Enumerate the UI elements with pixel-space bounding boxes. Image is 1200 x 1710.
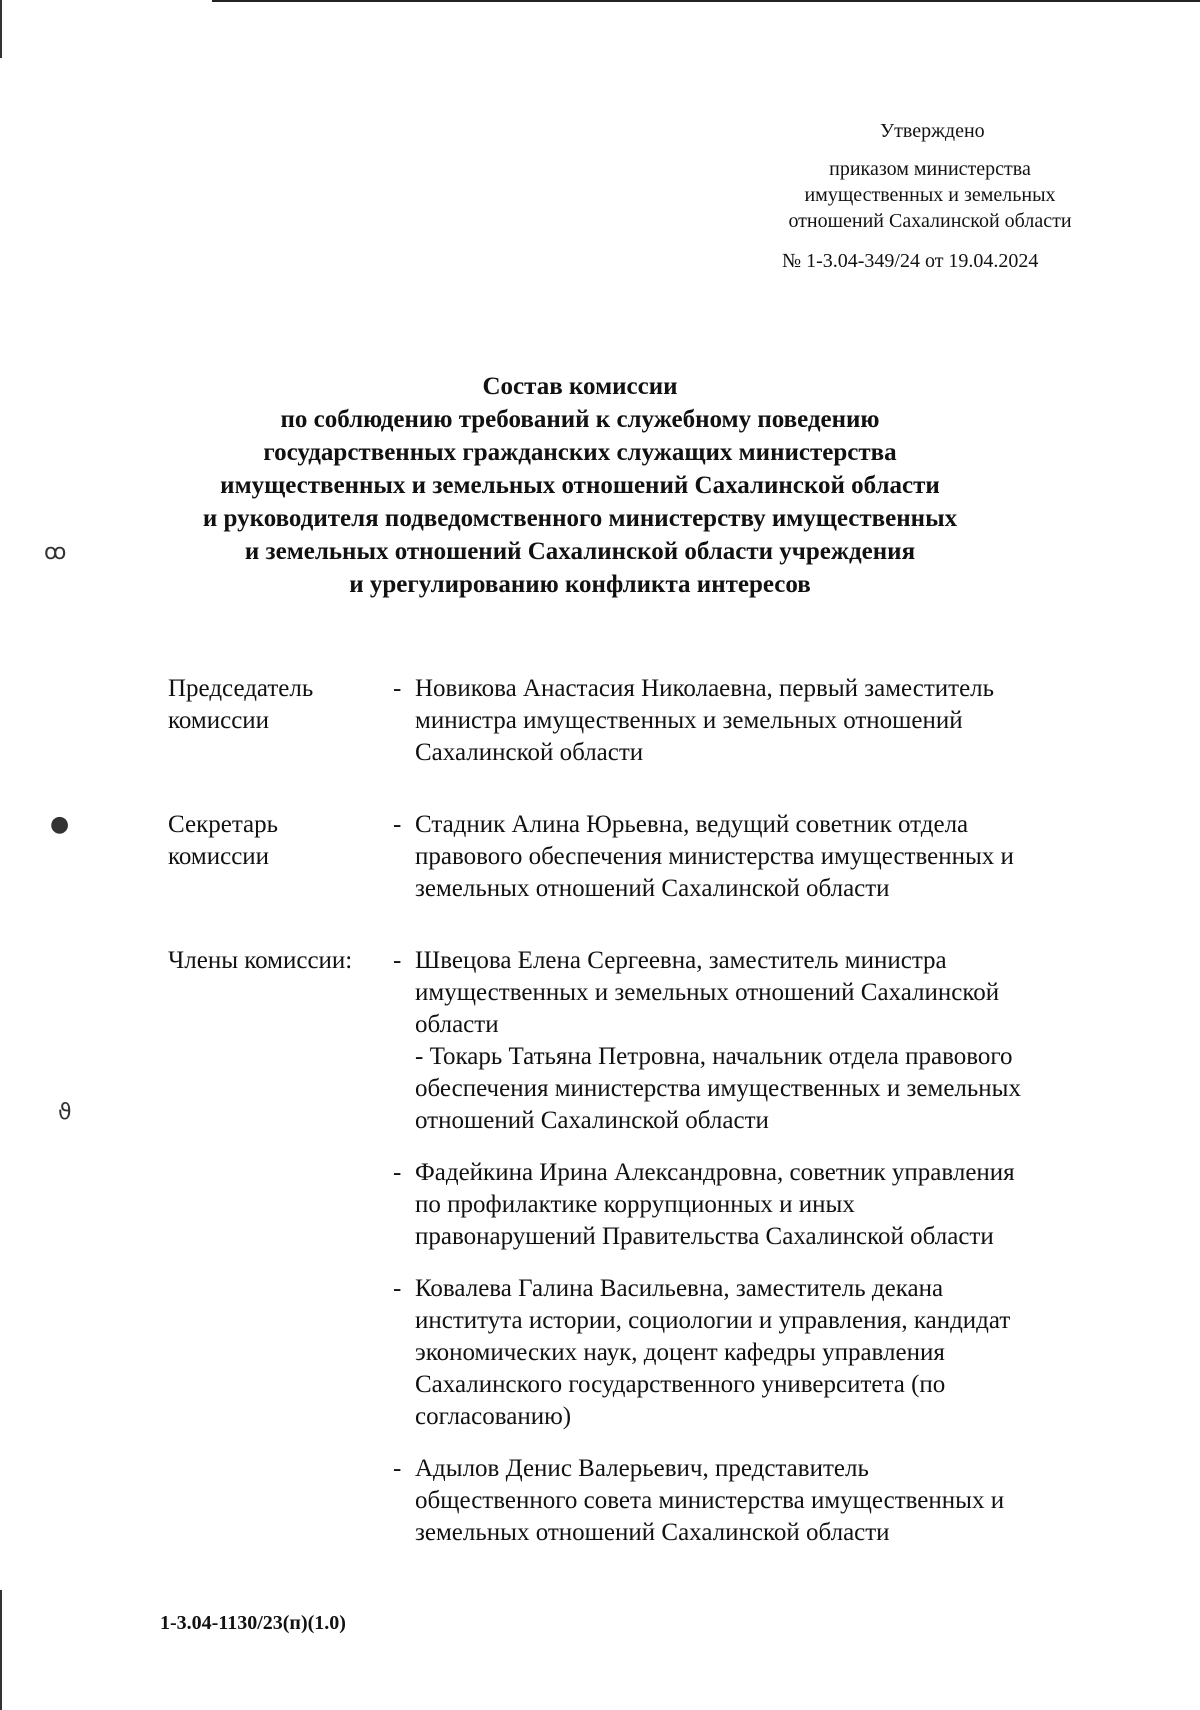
role-entries — [393, 673, 1108, 789]
roster-entry — [393, 1041, 1108, 1137]
roster-entry — [393, 945, 1108, 1041]
commission-roster — [168, 673, 1108, 1589]
entry-text: Ковалева Галина Васильевна, заместитель декана института истории, социологии и управления, кандидат экономических наук, доцент кафедры управления Сахалинского государственного университета (по согласованию) — [415, 1275, 1011, 1430]
scan-mark-icon: ● — [50, 812, 70, 837]
entry-text: Стадник Алина Юрьевна, ведущий советник отдела правового обеспечения министерства имущественных и земельных отношений Сахалинской области — [415, 811, 1014, 902]
roster-row-chair — [168, 673, 1108, 789]
roster-entry — [393, 1273, 1108, 1433]
entry-text: Швецова Елена Сергеевна, заместитель министра имущественных и земельных отношений Сахалинской области — [415, 947, 1000, 1038]
entry-text: Новикова Анастасия Николаевна, первый заместитель министра имущественных и земельных отношений Сахалинской области — [415, 675, 995, 766]
roster-entry — [393, 673, 1108, 769]
approval-order-number: № 1-3.04-349/24 от 19.04.2024 — [782, 250, 1039, 272]
scan-mark-icon: ꝏ — [44, 540, 67, 565]
scan-left-edge — [0, 0, 2, 58]
entry-dash: - — [393, 675, 402, 702]
document-code: 1-3.04-1130/23(п)(1.0) — [160, 1612, 346, 1634]
role-label: Секретарь комиссии — [168, 811, 279, 870]
roster-row-secretary — [168, 809, 1108, 925]
scan-top-edge — [212, 0, 1200, 2]
document-title: Состав комиссии по соблюдению требований к служебному поведению государственных гражданских служащих министерства имущественных и земельных отношений Сахалинской области и руководителя подведомственного министерству имущественных и земельных отношений Сахалинской области учреждения и урегулированию конфликта интересов — [202, 373, 958, 598]
role-label: Председатель комиссии — [168, 675, 314, 734]
entry-dash: - — [393, 811, 402, 838]
role-entries — [393, 809, 1108, 925]
entry-text: Адылов Денис Валерьевич, представитель общественного совета министерства имущественных и земельных отношений Сахалинской области — [415, 1455, 1005, 1546]
entry-dash: - — [393, 947, 402, 974]
role-label: Члены комиссии: — [168, 947, 353, 974]
entry-dash: - — [393, 1455, 402, 1482]
roster-entry — [393, 809, 1108, 905]
entry-dash: - — [393, 1275, 402, 1302]
roster-row-members — [168, 945, 1108, 1569]
entry-dash-spacer — [393, 1041, 415, 1137]
scan-left-edge-bottom — [0, 1590, 2, 1710]
entry-text: Фадейкина Ирина Александровна, советник управления по профилактике коррупционных и иных правонарушений Правительства Сахалинской области — [415, 1159, 1015, 1250]
approval-heading: Утверждено — [880, 120, 985, 142]
roster-entry — [393, 1453, 1108, 1549]
entry-text: - Токарь Татьяна Петровна, начальник отдела правового обеспечения министерства имущественных и земельных отношений Сахалинской области — [415, 1043, 1021, 1134]
roster-entry — [393, 1157, 1108, 1253]
entry-dash: - — [393, 1159, 402, 1186]
scan-mark-icon: ϑ — [58, 1100, 72, 1125]
role-entries — [393, 945, 1108, 1569]
approval-order: приказом министерства имущественных и земельных отношений Сахалинской области — [788, 158, 1072, 232]
